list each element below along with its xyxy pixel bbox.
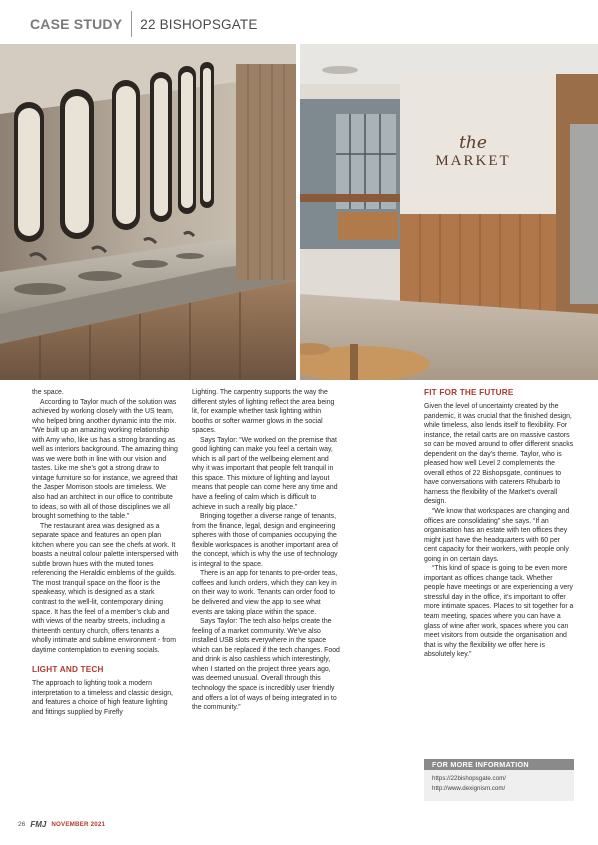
- paragraph: According to Taylor much of the solution was achieved by working closely with the US team, who helped bring another dynamic into the mix. “We built up an amazing working relationship with Amy who, like us has a strong branding as well as interiors background. The amazing thing was we were both in line with our vision and tastes. Like me she’s got a strong draw to vintage furniture so for instance, we agreed that the Jasper Morrison stools are timeless. We also had an architect in our office to contribute to ideas, so with all of those disciplines we all brought something to the table.”: [32, 398, 178, 521]
- section-label: CASE STUDY: [30, 16, 123, 32]
- subheading-light-and-tech: LIGHT AND TECH: [32, 665, 104, 675]
- market-photo: [300, 44, 598, 380]
- page-footer: [18, 820, 105, 829]
- paragraph: Says Taylor: The tech also helps create the feeling of a market community. We’ve also installed USB slots everywhere in the space which can be replaced if the tech changes. Food and drink is also cashless which interestingly, when I started on the project three years ago, was deemed unusual. Overall through this technology the space is incredibly user friendly and offers a lot of ways of being integrated in to the community.”: [192, 618, 340, 712]
- page-number: 26: [18, 821, 26, 828]
- paragraph: Given the level of uncertainty created by the pandemic, it was crucial that the finished design, while timeless, also lends itself to flexibility. For instance, the retail carts are on massive castors so can be moved around to offer different snacks dependent on the day’s theme. Taylor, who is pleased how well Level 2 complements the overall ethos of 22 Bishopsgate, continues to have conversations with caterers Rhubarb to harness the flexibility of the Market’s overall design.: [424, 403, 574, 506]
- column-2: [192, 388, 340, 713]
- paragraph: Says Taylor: “We worked on the premise that good lighting can make you feel a certain way, which is all part of the wellbeing element and why it was important that people felt tranquil in this space. This mixture of lighting and layout means that people can come here any time and have a feeling of calm which is difficult to achieve in such a really big place.”: [192, 436, 338, 511]
- washroom-illustration: [0, 44, 296, 380]
- washroom-photo: [0, 44, 296, 380]
- column-3: [424, 388, 574, 660]
- market-sign-word: MARKET: [435, 153, 511, 169]
- market-sign-script: the: [459, 133, 487, 153]
- paragraph: There is an app for tenants to pre-order teas, coffees and lunch orders, which they can key in on their way to work. Tenants can order food to be delivered and view the app to see what events are taking place within the space.: [192, 570, 338, 616]
- column-1: [32, 388, 180, 718]
- more-information-heading: FOR MORE INFORMATION: [424, 759, 574, 770]
- article-title: 22 BISHOPSGATE: [140, 16, 258, 32]
- paragraph: “This kind of space is going to be even more important as offices change tack. Whether people have meetings or are experiencing a very stressful day in the office, it’s important to offer more intimate spaces. Places to sit together for a team meeting, spaces where you can have a glass of wine after work, spaces where you can meet visitors from outside the organisation and that is why the flexibility we offer here is absolutely key.”: [424, 565, 574, 659]
- paragraph: the space.: [32, 389, 64, 396]
- link-dexignism[interactable]: http://www.dexignism.com/: [432, 785, 506, 792]
- page-header: [30, 12, 258, 36]
- link-22bishopsgate[interactable]: https://22bishopsgate.com/: [432, 775, 506, 782]
- paragraph: The approach to lighting took a modern interpretation to a timeless and classic design, and features a choice of high feature lighting and fittings supplied by Firefly: [32, 680, 173, 716]
- header-divider: [131, 11, 132, 37]
- paragraph: “We know that workspaces are changing and offices are consolidating” she says. “If an organisation has an estate with ten offices they might just have the headquarters with 60 per cent capacity for their workers, with people only going in on certain days.: [424, 508, 570, 563]
- market-illustration: [300, 44, 598, 380]
- paragraph: Lighting. The carpentry supports the way the different styles of lighting reflect the area being lit, for example whether task lighting within booths or softer warmer glows in the social spaces.: [192, 389, 335, 435]
- issue-date: NOVEMBER 2021: [51, 821, 106, 828]
- market-sign: [428, 134, 518, 170]
- paragraph: Bringing together a diverse range of tenants, from the finance, legal, design and engineering spheres with those of companies occupying the flexible workspaces is another important area of the concept, which is why the use of technology is integral to the space.: [192, 513, 338, 568]
- paragraph: The restaurant area was designed as a separate space and features an open plan kitchen where you can see the chefs at work. It boasts a neutral colour palette interspersed with subtle brown hues with the muted tones referencing the Heraldic emblems of the guilds. The most tranquil space on the floor is the speakeasy, which is designed as a stark contrast to the well-lit, contemporary dining space. It has the feel of a member’s club and with views of the nearby streets, including a thirteenth century church, offers tenants a wholly intimate and sublime environment - from daytime contemplation to evening socials.: [32, 522, 179, 654]
- magazine-logo: FMJ: [30, 820, 47, 829]
- more-information-box: [424, 759, 574, 801]
- subheading-fit-for-the-future: FIT FOR THE FUTURE: [424, 388, 514, 397]
